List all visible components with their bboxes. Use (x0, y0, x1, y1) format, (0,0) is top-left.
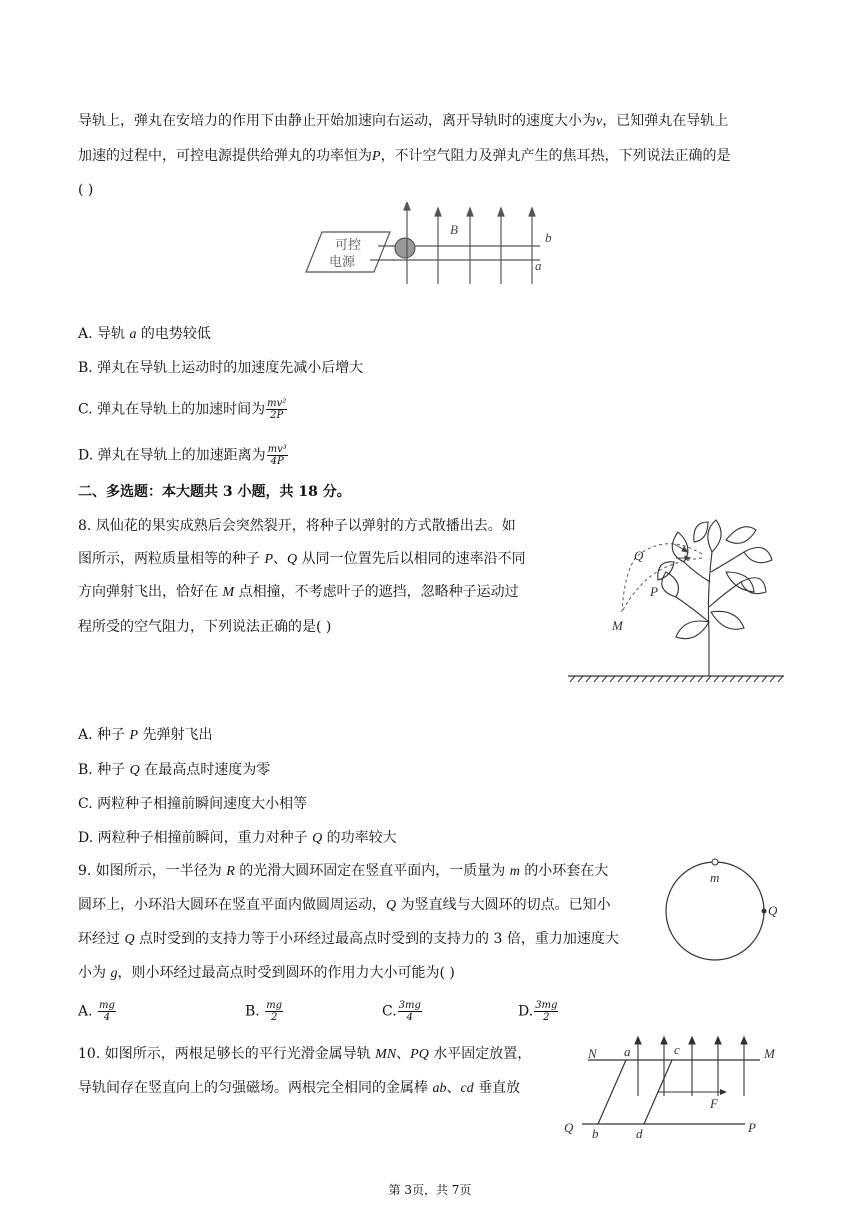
section-title: 二、多选题：本大题共 3 小题，共 18 分。 (78, 484, 351, 500)
label-P: P (650, 584, 658, 599)
q9-stem-line-1: 9. 如图所示，一半径为 R 的光滑大圆环固定在竖直平面内，一质量为 m 的小环套在大 (78, 863, 609, 879)
q10-stem-line-1: 10. 如图所示，两根足够长的平行光滑金属导轨 MN、PQ 水平固定放置， (78, 1046, 532, 1062)
rod-ab (598, 1060, 626, 1124)
label-M: M (764, 1046, 775, 1061)
q10-stem-line-2: 导轨间存在竖直向上的匀强磁场。两根完全相同的金属棒 ab、cd 垂直放 (78, 1080, 521, 1096)
label-a: a (624, 1044, 631, 1059)
projectile (395, 238, 415, 258)
q7-stem-line-1: 导轨上，弹丸在安培力的作用下由静止开始加速向右运动，离开导轨时的速度大小为v，已知弹丸在导轨上 (78, 113, 729, 129)
q7-option-b[interactable]: B. 弹丸在导轨上运动时的加速度先减小后增大 (78, 360, 364, 376)
q9-option-d[interactable]: D. $\frac{3mg}{2}$ (518, 1000, 558, 1023)
var-P: P (372, 149, 381, 164)
q10-rails-figure (560, 1034, 790, 1140)
plant-leaves (658, 520, 772, 639)
fraction: $\frac{3mg}{4}$ (398, 1000, 421, 1023)
fraction: $\frac{\text{mv²}}{2P}$ (267, 398, 287, 421)
label-a: a (535, 258, 542, 273)
point-Q (762, 909, 767, 914)
q8-option-b[interactable]: B. 种子 Q 在最高点时速度为零 (78, 762, 271, 778)
q7-option-a[interactable]: A. 导轨 a 的电势较低 (78, 326, 211, 342)
q8-stem-line-4: 程所受的空气阻力，下列说法正确的是( ) (78, 619, 332, 635)
label-d: d (636, 1126, 643, 1140)
plant-stem (676, 552, 744, 676)
q9-stem-line-2: 圆环上，小环沿大圆环在竖直平面内做圆周运动，Q 为竖直线与大圆环的切点。已知小 (78, 897, 611, 913)
q9-option-b[interactable]: B. $\frac{mg}{2}$ (245, 1000, 283, 1023)
q8-stem-line-2: 图所示，两粒质量相等的种子 P、Q 从同一位置先后以相同的速率沿不同 (78, 551, 526, 567)
label-Q: Q (564, 1120, 574, 1135)
ground-hatch (570, 676, 783, 682)
magnetic-field-arrows (635, 1037, 747, 1096)
fraction: $\frac{3mg}{2}$ (535, 1000, 558, 1023)
label-B: B (450, 222, 458, 237)
page-footer: 第 3页，共 7页 (388, 1183, 472, 1197)
q9-option-c[interactable]: C. $\frac{3mg}{4}$ (382, 1000, 421, 1023)
small-ring (712, 859, 718, 865)
q8-stem-line-3: 方向弹射飞出，恰好在 M 点相撞，不考虑叶子的遮挡，忽略种子运动过 (78, 584, 519, 600)
label-b: b (545, 230, 552, 245)
fraction: $\frac{mg}{2}$ (266, 1000, 283, 1023)
q9-stem-line-4: 小为 g，则小环经过最高点时受到圆环的作用力大小可能为( ) (78, 965, 455, 981)
label-b: b (592, 1126, 599, 1140)
label-m: m (710, 870, 720, 885)
q7-answer-paren: ( ) (78, 182, 94, 198)
label-F: F (710, 1096, 718, 1111)
source-label-2: 电源 (328, 254, 356, 269)
label-N: N (588, 1046, 597, 1061)
q7-option-c[interactable]: C. 弹丸在导轨上的加速时间为 $\frac{\text{mv²}}{2P}$ (78, 398, 287, 421)
var-v: v (596, 114, 603, 129)
q9-ring-figure (660, 856, 790, 966)
q9-option-a[interactable]: A. $\frac{mg}{4}$ (78, 1000, 115, 1023)
q8-stem-line-1: 8. 凤仙花的果实成熟后会突然裂开，将种子以弹射的方式散播出去。如 (78, 518, 516, 534)
q7-stem-line-2: 加速的过程中，可控电源提供给弹丸的功率恒为P，不计空气阻力及弹丸产生的焦耳热，下列说法正确的是 (78, 148, 731, 164)
q7-option-d[interactable]: D. 弹丸在导轨上的加速距离为 $\frac{\text{mv³}}{4P}$ (78, 444, 287, 467)
source-label-1: 可控 (334, 237, 362, 252)
q9-stem-line-3: 环经过 Q 点时受到的支持力等于小环经过最高点时受到的支持力的 3 倍，重力加速度大 (78, 931, 619, 947)
magnetic-field-arrows (404, 202, 535, 284)
q8-option-a[interactable]: A. 种子 P 先弹射飞出 (78, 727, 213, 743)
q8-option-c[interactable]: C. 两粒种子相撞前瞬间速度大小相等 (78, 796, 308, 812)
label-c: c (674, 1042, 680, 1057)
fraction: $\frac{mg}{4}$ (99, 1000, 115, 1023)
label-Q: Q (768, 903, 778, 918)
q8-plant-figure (566, 512, 786, 684)
label-P: P (748, 1120, 756, 1135)
label-Q: Q (634, 548, 644, 563)
q7-railgun-figure (300, 202, 560, 284)
fraction: $\frac{\text{mv³}}{4P}$ (267, 444, 287, 467)
q8-option-d[interactable]: D. 两粒种子相撞前瞬间，重力对种子 Q 的功率较大 (78, 830, 397, 846)
label-M: M (612, 618, 623, 633)
